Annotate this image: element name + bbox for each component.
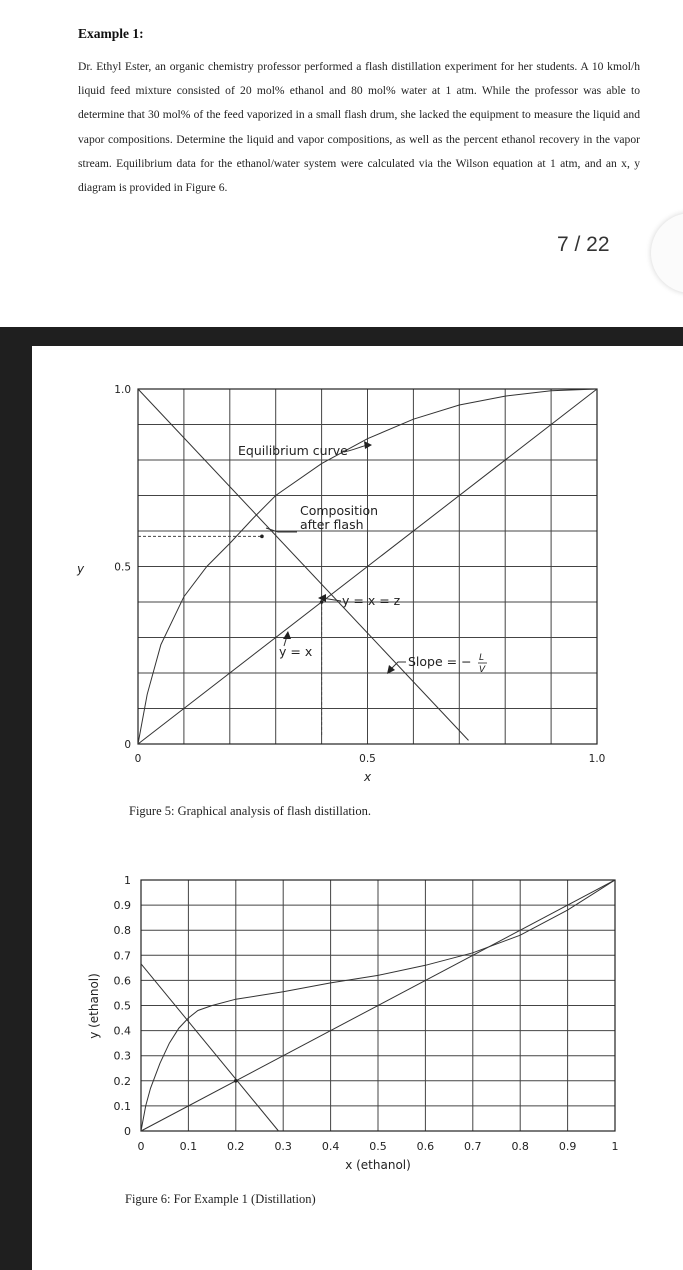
y-tick-label: 0.3	[113, 1049, 131, 1063]
slope-label-prefix: Slope = −	[408, 654, 472, 669]
slope-numerator: L	[479, 653, 485, 663]
composition-label-line2: after flash	[300, 517, 364, 532]
document-page-8	[32, 346, 683, 1270]
figure-6-ticks	[114, 874, 619, 1153]
y-tick-label: 1	[124, 874, 131, 887]
x-tick-label: 1.0	[588, 753, 606, 765]
x-tick-label: 0.3	[274, 1140, 292, 1153]
page-indicator: 7 / 22	[557, 233, 610, 256]
data-point	[234, 1079, 238, 1083]
slope-denominator: V	[479, 665, 486, 675]
equilibrium-curve-label: Equilibrium curve	[238, 443, 348, 458]
x-tick-label: 0.5	[369, 1140, 387, 1153]
figure-6-chart	[32, 346, 683, 1270]
x-tick-label: 0	[134, 753, 142, 765]
y-tick-label: 0.6	[113, 974, 131, 988]
y-tick-label: 0.5	[113, 999, 131, 1013]
y-tick-label: 0.2	[113, 1074, 131, 1088]
y-tick-label: 0.5	[114, 561, 131, 574]
y-tick-label: 0	[124, 1125, 131, 1138]
side-scroll-tab[interactable]	[651, 213, 683, 293]
y-axis-label: y	[77, 562, 85, 576]
example-title: Example 1:	[78, 26, 144, 41]
x-tick-label: 0.9	[558, 1140, 577, 1153]
x-tick-label: 0.6	[416, 1140, 435, 1153]
x-tick-label: 0.2	[227, 1140, 245, 1153]
x-axis-label: x (ethanol)	[345, 1158, 411, 1172]
composition-label-line1: Composition	[300, 503, 379, 518]
y-tick-label: 0.8	[113, 924, 131, 938]
x-tick-label: 0.8	[511, 1140, 529, 1153]
x-tick-label: 0.7	[464, 1140, 482, 1153]
y-tick-label: 0.4	[113, 1024, 131, 1038]
x-tick-label: 0.5	[359, 753, 376, 765]
y-tick-label: 0.7	[113, 949, 131, 963]
x-tick-label: 0.1	[179, 1140, 198, 1153]
x-axis-label: x	[364, 770, 372, 784]
document-page-7	[0, 0, 683, 327]
x-tick-label: 0	[137, 1140, 145, 1153]
example-problem-text: Dr. Ethyl Ester, an organic chemistry professor performed a flash distillation experiment for her students. A 10 kmol/h liquid feed mixture consisted of 20 mol% ethanol and 80 mol% water at 1 atm. While the professor was able to determine that 30 mol% of the feed vaporized in a small flash drum, she lacked the equipment to measure the liquid and vapor compositions. Determine the liquid and vapor compositions, as well as the percent ethanol recovery in the vapor stream. Equilibrium data for the ethanol/water system were calculated via the Wilson equation at 1 atm, and an x, y diagram is provided in Figure 6.	[78, 60, 640, 195]
diagonal-label: y = x	[279, 644, 313, 659]
y-tick-label: 0	[124, 739, 131, 751]
x-tick-label: 0.4	[321, 1140, 340, 1153]
x-tick-label: 1	[611, 1140, 619, 1153]
y-tick-label: 0.9	[113, 899, 131, 913]
y-axis-label: y (ethanol)	[87, 973, 101, 1039]
figure-6-caption: Figure 6: For Example 1 (Distillation)	[125, 1192, 316, 1206]
y-tick-label: 1.0	[114, 384, 131, 396]
y-tick-label: 0.1	[113, 1099, 131, 1113]
figure-5-caption: Figure 5: Graphical analysis of flash distillation.	[129, 804, 371, 818]
feed-point-label: y = x = z	[342, 593, 401, 608]
